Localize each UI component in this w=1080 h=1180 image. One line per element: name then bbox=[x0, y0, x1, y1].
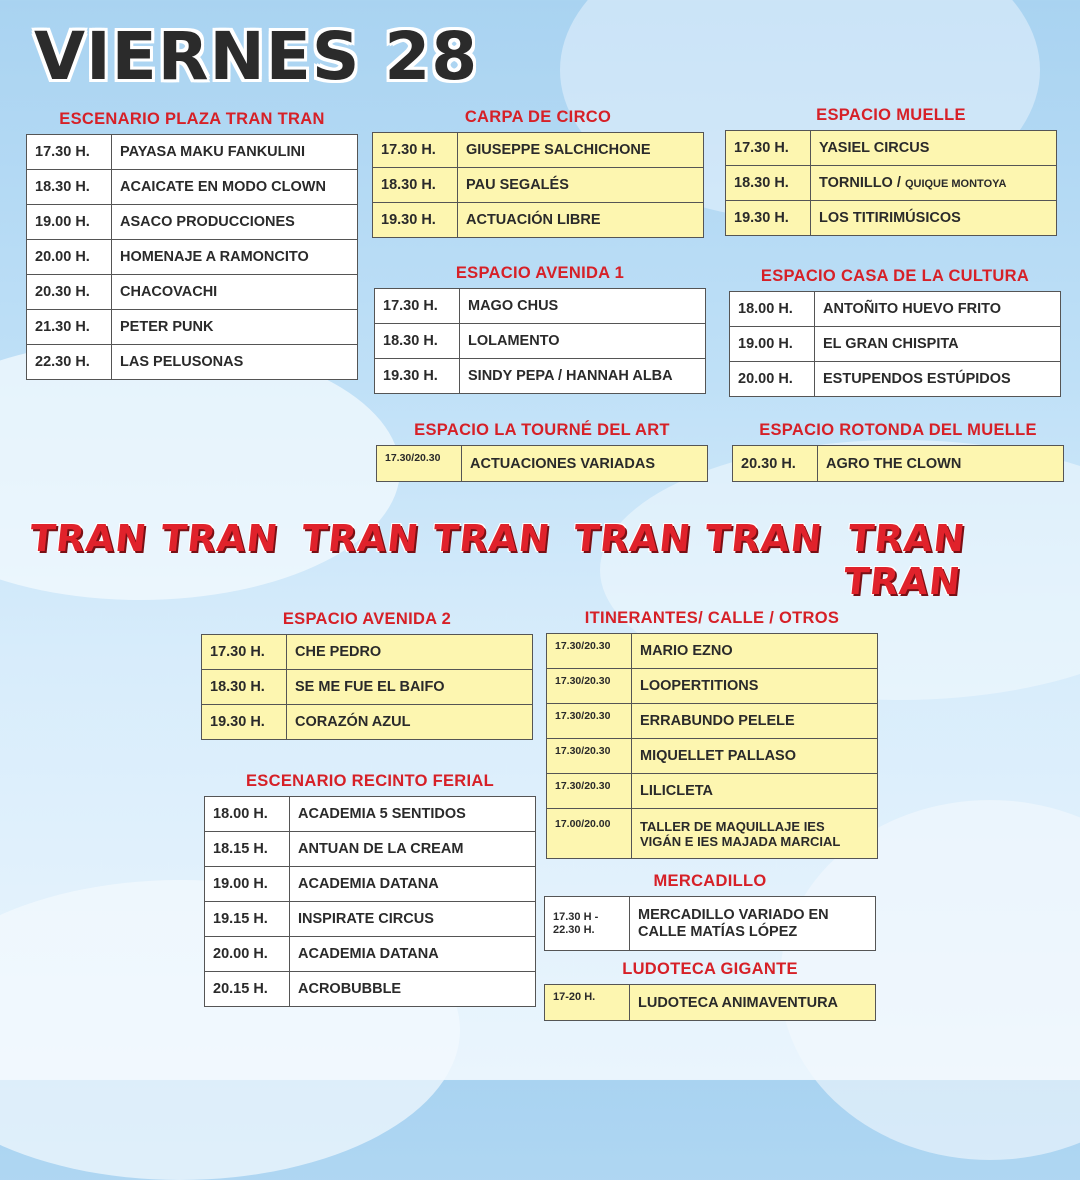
time-cell: 19.30 H. bbox=[726, 201, 811, 236]
act-cell: ANTUAN DE LA CREAM bbox=[290, 832, 536, 867]
schedule-table bbox=[204, 796, 536, 1007]
table-row bbox=[205, 902, 536, 937]
time-cell: 19.00 H. bbox=[27, 205, 112, 240]
section-title: ESCENARIO PLAZA TRAN TRAN bbox=[59, 110, 325, 128]
time-cell: 17.30/20.30 bbox=[547, 774, 632, 809]
table-row bbox=[377, 446, 708, 482]
table-row bbox=[547, 704, 878, 739]
schedule-recinto-ferial bbox=[204, 772, 536, 1007]
act-cell: MERCADILLO VARIADO EN CALLE MATÍAS LÓPEZ bbox=[630, 897, 876, 951]
time-cell: 18.30 H. bbox=[202, 670, 287, 705]
act-cell: ERRABUNDO PELELE bbox=[632, 704, 878, 739]
table-row bbox=[205, 937, 536, 972]
tran-tran-logo: TRAN TRAN bbox=[571, 517, 825, 560]
tran-tran-logo: TRAN TRAN bbox=[27, 517, 281, 560]
section-title: ITINERANTES/ CALLE / OTROS bbox=[584, 609, 840, 627]
time-cell: 20.00 H. bbox=[205, 937, 290, 972]
section-title: LUDOTECA GIGANTE bbox=[622, 960, 798, 978]
time-cell: 19.30 H. bbox=[375, 359, 460, 394]
table-row bbox=[726, 201, 1057, 236]
table-row bbox=[730, 362, 1061, 397]
section-title: ESPACIO AVENIDA 2 bbox=[282, 610, 452, 628]
act-cell: GIUSEPPE SALCHICHONE bbox=[458, 133, 704, 168]
section-title: ESPACIO ROTONDA DEL MUELLE bbox=[759, 421, 1037, 439]
schedule-table bbox=[544, 896, 876, 951]
section-title: CARPA DE CIRCO bbox=[464, 108, 612, 126]
table-row bbox=[27, 170, 358, 205]
time-cell: 20.30 H. bbox=[27, 275, 112, 310]
time-cell: 18.30 H. bbox=[373, 168, 458, 203]
schedule-espacio-avenida-2 bbox=[201, 610, 533, 740]
act-cell: CHE PEDRO bbox=[287, 635, 533, 670]
section-title: ESPACIO LA TOURNÉ DEL ART bbox=[414, 421, 670, 439]
time-cell: 17.30 H - 22.30 H. bbox=[545, 897, 630, 951]
table-row bbox=[27, 240, 358, 275]
act-cell: ANTOÑITO HUEVO FRITO bbox=[815, 292, 1061, 327]
act-subtext: QUIQUE MONTOYA bbox=[904, 178, 1007, 190]
table-row bbox=[27, 135, 358, 170]
schedule-espacio-muelle bbox=[725, 106, 1057, 236]
table-row bbox=[27, 345, 358, 380]
table-row bbox=[205, 972, 536, 1007]
table-row bbox=[375, 289, 706, 324]
schedule-table bbox=[725, 130, 1057, 236]
table-row bbox=[726, 166, 1057, 201]
time-cell: 17.00/20.00 bbox=[547, 809, 632, 859]
act-cell: HOMENAJE A RAMONCITO bbox=[112, 240, 358, 275]
table-row bbox=[730, 327, 1061, 362]
table-row bbox=[373, 168, 704, 203]
schedule-table bbox=[544, 984, 876, 1021]
act-cell: CORAZÓN AZUL bbox=[287, 705, 533, 740]
act-cell: LOLAMENTO bbox=[460, 324, 706, 359]
table-row bbox=[547, 739, 878, 774]
schedule-table bbox=[201, 634, 533, 740]
schedule-table bbox=[372, 132, 704, 238]
act-cell: YASIEL CIRCUS bbox=[811, 131, 1057, 166]
act-cell: INSPIRATE CIRCUS bbox=[290, 902, 536, 937]
table-row bbox=[27, 275, 358, 310]
time-cell: 17.30 H. bbox=[373, 133, 458, 168]
time-cell: 20.00 H. bbox=[730, 362, 815, 397]
act-cell: ACAICATE EN MODO CLOWN bbox=[112, 170, 358, 205]
time-cell: 17.30/20.30 bbox=[547, 739, 632, 774]
act-cell: ACADEMIA DATANA bbox=[290, 937, 536, 972]
schedule-table bbox=[26, 134, 358, 380]
time-cell: 17.30 H. bbox=[202, 635, 287, 670]
schedule-itinerantes bbox=[546, 609, 878, 859]
table-row bbox=[205, 832, 536, 867]
schedule-table bbox=[376, 445, 708, 482]
time-cell: 18.15 H. bbox=[205, 832, 290, 867]
table-row bbox=[547, 634, 878, 669]
schedule-casa-de-la-cultura bbox=[729, 267, 1061, 397]
act-cell: LUDOTECA ANIMAVENTURA bbox=[630, 985, 876, 1021]
section-title: ESPACIO MUELLE bbox=[816, 106, 966, 124]
schedule-la-tourne-del-art bbox=[376, 421, 708, 482]
act-text: TORNILLO / bbox=[819, 175, 905, 191]
table-row bbox=[726, 131, 1057, 166]
time-cell: 18.30 H. bbox=[27, 170, 112, 205]
time-cell: 19.30 H. bbox=[202, 705, 287, 740]
act-cell: MIQUELLET PALLASO bbox=[632, 739, 878, 774]
act-cell: ACADEMIA 5 SENTIDOS bbox=[290, 797, 536, 832]
time-cell: 17.30 H. bbox=[27, 135, 112, 170]
schedule-table bbox=[546, 633, 878, 859]
act-cell: LOOPERTITIONS bbox=[632, 669, 878, 704]
time-cell: 20.30 H. bbox=[733, 446, 818, 482]
table-row bbox=[27, 310, 358, 345]
time-cell: 18.00 H. bbox=[205, 797, 290, 832]
table-row bbox=[545, 897, 876, 951]
time-cell: 17.30/20.30 bbox=[377, 446, 462, 482]
act-cell: ACTUACIONES VARIADAS bbox=[462, 446, 708, 482]
act-cell: ESTUPENDOS ESTÚPIDOS bbox=[815, 362, 1061, 397]
table-row bbox=[733, 446, 1064, 482]
time-cell: 17.30/20.30 bbox=[547, 634, 632, 669]
time-cell: 18.30 H. bbox=[375, 324, 460, 359]
act-cell: SINDY PEPA / HANNAH ALBA bbox=[460, 359, 706, 394]
act-cell: ASACO PRODUCCIONES bbox=[112, 205, 358, 240]
time-cell: 17.30/20.30 bbox=[547, 669, 632, 704]
act-cell: PAU SEGALÉS bbox=[458, 168, 704, 203]
table-row bbox=[202, 670, 533, 705]
act-cell: ACADEMIA DATANA bbox=[290, 867, 536, 902]
schedule-ludoteca-gigante bbox=[544, 960, 876, 1021]
table-row bbox=[202, 635, 533, 670]
table-row bbox=[547, 669, 878, 704]
section-title: MERCADILLO bbox=[653, 872, 767, 890]
act-cell: PAYASA MAKU FANKULINI bbox=[112, 135, 358, 170]
time-cell: 17.30 H. bbox=[375, 289, 460, 324]
page-title: VIERNES 28 bbox=[34, 18, 479, 95]
act-cell: ACTUACIÓN LIBRE bbox=[458, 203, 704, 238]
table-row bbox=[27, 205, 358, 240]
table-row bbox=[375, 359, 706, 394]
time-cell: 17.30/20.30 bbox=[547, 704, 632, 739]
time-cell: 21.30 H. bbox=[27, 310, 112, 345]
act-cell: MAGO CHUS bbox=[460, 289, 706, 324]
time-cell: 20.15 H. bbox=[205, 972, 290, 1007]
act-cell: TALLER DE MAQUILLAJE IES VIGÁN E IES MAJADA MARCIAL bbox=[632, 809, 878, 859]
act-cell bbox=[811, 166, 1057, 201]
time-cell: 18.00 H. bbox=[730, 292, 815, 327]
time-cell: 22.30 H. bbox=[27, 345, 112, 380]
table-row bbox=[545, 985, 876, 1021]
time-cell: 19.00 H. bbox=[205, 867, 290, 902]
table-row bbox=[373, 133, 704, 168]
schedule-carpa-de-circo bbox=[372, 108, 704, 238]
act-cell: LILICLETA bbox=[632, 774, 878, 809]
table-row bbox=[730, 292, 1061, 327]
time-cell: 20.00 H. bbox=[27, 240, 112, 275]
schedule-mercadillo bbox=[544, 872, 876, 951]
table-row bbox=[205, 867, 536, 902]
schedule-plaza-tran-tran bbox=[26, 110, 358, 380]
table-row bbox=[547, 809, 878, 859]
act-cell: LOS TITIRIMÚSICOS bbox=[811, 201, 1057, 236]
time-cell: 17.30 H. bbox=[726, 131, 811, 166]
table-row bbox=[375, 324, 706, 359]
schedule-table bbox=[374, 288, 706, 394]
time-cell: 17-20 H. bbox=[545, 985, 630, 1021]
act-cell: SE ME FUE EL BAIFO bbox=[287, 670, 533, 705]
schedule-table bbox=[732, 445, 1064, 482]
act-cell: ACROBUBBLE bbox=[290, 972, 536, 1007]
act-cell: MARIO EZNO bbox=[632, 634, 878, 669]
act-cell: AGRO THE CLOWN bbox=[818, 446, 1064, 482]
act-cell: PETER PUNK bbox=[112, 310, 358, 345]
time-cell: 19.00 H. bbox=[730, 327, 815, 362]
section-title: ESPACIO AVENIDA 1 bbox=[455, 264, 625, 282]
tran-tran-logo: TRAN TRAN bbox=[841, 517, 968, 603]
schedule-table bbox=[729, 291, 1061, 397]
tran-tran-logo: TRAN TRAN bbox=[299, 517, 553, 560]
act-cell: EL GRAN CHISPITA bbox=[815, 327, 1061, 362]
section-title: ESPACIO CASA DE LA CULTURA bbox=[760, 267, 1030, 285]
time-cell: 19.30 H. bbox=[373, 203, 458, 238]
table-row bbox=[547, 774, 878, 809]
act-cell: CHACOVACHI bbox=[112, 275, 358, 310]
table-row bbox=[202, 705, 533, 740]
schedule-rotonda-del-muelle bbox=[732, 421, 1064, 482]
time-cell: 19.15 H. bbox=[205, 902, 290, 937]
table-row bbox=[205, 797, 536, 832]
act-cell: LAS PELUSONAS bbox=[112, 345, 358, 380]
time-cell: 18.30 H. bbox=[726, 166, 811, 201]
schedule-espacio-avenida-1 bbox=[374, 264, 706, 394]
section-title: ESCENARIO RECINTO FERIAL bbox=[246, 772, 494, 790]
table-row bbox=[373, 203, 704, 238]
